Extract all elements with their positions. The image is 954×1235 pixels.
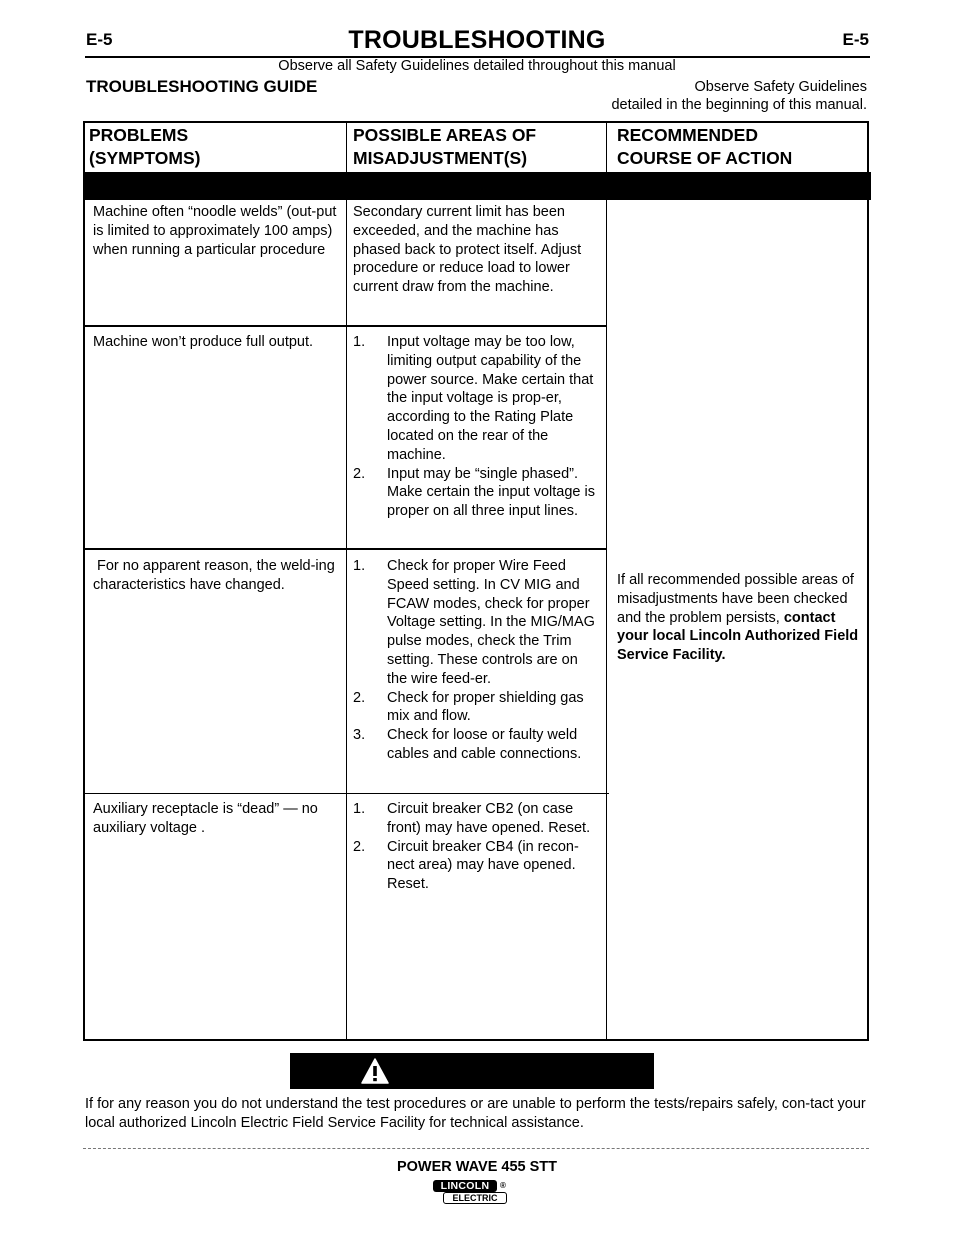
list-item (353, 800, 599, 838)
cause-text: Secondary current limit has been exceeded, and the machine has phased back to protect itself. Adjust procedure or reduce load to lower current draw from the machine. (353, 204, 582, 296)
logo-registered-mark: ® (500, 1181, 506, 1190)
cause-cell (353, 333, 599, 521)
page-title: TROUBLESHOOTING (348, 26, 606, 54)
column-header-line: PROBLEMS (89, 125, 189, 145)
cause-text: Circuit breaker CB2 (on case front) may have opened. Reset. (387, 801, 591, 836)
caution-text: If for any reason you do not understand the test procedures or are unable to perform the tests/repairs safely, con-tact your local authorized Lincoln Electric Field Service Facility for technical assistance. (85, 1096, 866, 1131)
page-code-left: E-5 (86, 30, 113, 49)
column-header-action (617, 124, 792, 170)
cause-text: Circuit breaker CB4 (in recon-nect area) may have opened. Reset. (387, 838, 579, 893)
problem-cell (93, 333, 341, 352)
list-item (353, 726, 599, 764)
column-header-line: RECOMMENDED (617, 125, 758, 145)
problem-text: Machine won’t produce full output. (93, 334, 314, 350)
list-item (353, 333, 599, 465)
column-header-line: COURSE OF ACTION (617, 148, 793, 168)
list-number: 2. (353, 838, 366, 855)
cause-text: Input voltage may be too low, limiting output capability of the power source. Make certain that the input voltage is prop-er, according to the Rating Plate located on the rear of the machine. (387, 334, 594, 463)
list-item (353, 557, 599, 689)
cause-text: Check for loose or faulty weld cables and cable connections. (387, 727, 582, 762)
cause-cell (353, 800, 599, 894)
column-header-line: MISADJUSTMENT(S) (353, 148, 528, 168)
cause-cell (353, 557, 599, 764)
column-divider-1 (346, 123, 347, 1039)
safety-note-right (611, 78, 867, 114)
troubleshooting-table (83, 121, 869, 1041)
cause-text: Check for proper shielding gas mix and flow. (387, 689, 584, 725)
caution-banner (290, 1053, 654, 1089)
list-number: 3. (353, 727, 366, 744)
warning-triangle-icon (361, 1058, 389, 1084)
problem-text: Auxiliary receptacle is “dead” — no auxiliary voltage . (93, 801, 318, 836)
list-item (353, 838, 599, 894)
row-divider (85, 793, 609, 794)
list-number: 1. (353, 334, 366, 350)
lincoln-electric-logo (433, 1180, 511, 1207)
cause-text: Input may be “single phased”. Make certain the input voltage is proper on all three input lines. (387, 465, 595, 520)
row-divider (85, 325, 607, 327)
footer-divider (83, 1148, 869, 1149)
row-divider (85, 548, 607, 550)
safety-note-right-line2: detailed in the beginning of this manual. (611, 97, 867, 113)
logo-electric: ELECTRIC (443, 1192, 507, 1204)
list-item (353, 689, 599, 727)
column-header-problems (89, 124, 201, 170)
header-black-bar (85, 172, 871, 200)
page-code-right: E-5 (842, 30, 869, 49)
problem-cell (93, 800, 341, 838)
problem-cell (93, 557, 341, 595)
action-contact-text: contact your local Lincoln Authorized Field Service Facility. (617, 609, 859, 664)
action-cell (617, 571, 867, 665)
list-number: 2. (353, 689, 366, 706)
column-header-line: POSSIBLE AREAS OF (353, 125, 537, 145)
logo-lincoln: LINCOLN (433, 1180, 497, 1192)
section-heading: TROUBLESHOOTING GUIDE (86, 77, 318, 96)
column-header-causes (353, 124, 536, 170)
list-number: 2. (353, 465, 366, 482)
footer-model: POWER WAVE 455 STT (396, 1159, 558, 1175)
list-number: 1. (353, 558, 366, 574)
list-number: 1. (353, 801, 366, 817)
action-text: If all recommended possible areas of misadjustments have been checked and the problem persists, (617, 572, 854, 626)
safety-note-right-line1: Observe Safety Guidelines (694, 79, 867, 95)
column-header-line: (SYMPTOMS) (89, 148, 201, 168)
safety-note: Observe all Safety Guidelines detailed throughout this manual (278, 58, 676, 74)
cause-text: Check for proper Wire Feed Speed setting. In CV MIG and FCAW modes, check for proper Voltage setting. In the MIG/MAG pulse modes, check the Trim setting. These controls are on the wire feed-er. (387, 558, 595, 687)
problem-text: Machine often “noodle welds” (out-put is limited to approximately 100 amps) when running a particular procedure (93, 204, 337, 258)
problem-cell (93, 203, 341, 259)
list-item (353, 465, 599, 521)
column-divider-2 (606, 123, 607, 1039)
problem-text: For no apparent reason, the weld-ing characteristics have changed. (93, 558, 335, 593)
cause-cell (353, 203, 601, 297)
